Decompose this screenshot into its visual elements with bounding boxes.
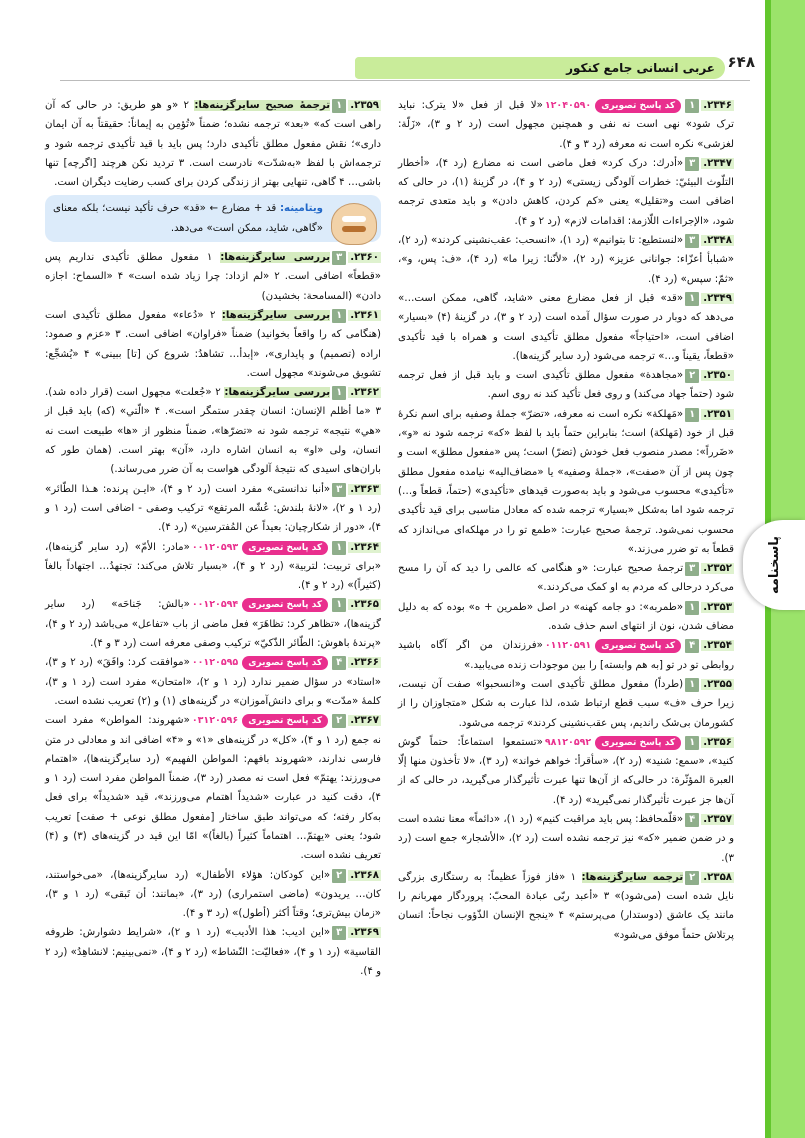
answer-entry	[398, 636, 734, 675]
answer-entry	[398, 366, 734, 405]
answer-option-box: ۱	[685, 601, 699, 615]
page-number: ۶۴۸	[727, 53, 755, 71]
visual-answer-badge: کد پاسخ تصویری	[242, 714, 328, 728]
question-number: ۲۳۵۰.	[703, 370, 732, 382]
left-column	[45, 96, 381, 981]
answer-entry	[398, 675, 734, 733]
side-tab	[743, 520, 805, 610]
explanation-text: «فرزندان من اگر آگاه باشید روابطی تو در تو [به هم وابسته] را بین موجودات زنده می‌یابید.»	[398, 640, 734, 671]
side-tab-label: پاسخنامه	[766, 535, 782, 595]
question-number: ۲۳۵۸.	[703, 871, 733, 883]
question-number: ۲۳۵۹.	[350, 100, 379, 111]
answer-option-box: ۱	[332, 386, 346, 400]
question-number: ۲۳۵۵.	[703, 678, 732, 690]
explanation-text: ۱ مفعول مطلق تأکیدی نداریم پس «قطعاً» اضافی است. ۲ «لم ازداد: چرا زیاد شده است» ۴ «السماح: اجازه دادن» (المسامحة: بخشیدن)	[45, 252, 381, 302]
visual-answer-code: ۰۰۱۲۰۵۹۳	[191, 541, 239, 553]
header-bar	[355, 57, 725, 79]
visual-answer-badge: کد پاسخ تصویری	[595, 639, 681, 653]
explanation-text: «لنستطیع: تا بتوانیم» (رد ۱)، «انسحب: عقب‌نشینی کردند» (رد ۲)، «شبابأ أعزّاء: جوانانی عزیز» (رد ۲)، «لأنّنا: زیرا ما» (رد ۴)، «ف: پس، و»، «ثمّ: سپس» (رد ۴).	[398, 235, 735, 285]
answer-entry	[45, 711, 381, 865]
answer-option-box: ۲	[685, 369, 699, 383]
entry-lead: بررسی سایرگزینه‌ها:	[221, 309, 331, 321]
explanation-text: «موافقت کرد: وافَقَ» (رد ۲ و ۳)، «استاد» در سؤال ضمیر ندارد (رد ۱ و ۲)، «امتحان» مفرد است (رد ۱ و ۳)، کلمهٔ «مدّت» و برای دانش‌آموزان» در گزینه‌های (۱) و (۲) تعریب نشده است.	[45, 657, 381, 707]
explanation-text: «شهروند: المواطن» مفرد است نه جمع (رد ۱ و ۴)، «کل» در گزینه‌های «۱» و «۴» اضافی اند و معادلی در متن فارسی ندارند، «شهروند بافهم: المواطن الفهیم» (رد سایرگزینه‌ها)، «اهتمام می‌ورزند: یهتمّ» فعل است نه مصدر (رد ۳)، ضمناً المواطن مفرد است (رد ۱ و ۴)، دقت کنید در عبارت «شدیداً اهتمام می‌ورزند»، قید «شدیداً» برای فعل به‌کار رفته؛ که می‌تواند طبق ساختار [مفعول مطلق نوعی + صفت] تعریب شود؛ یعنی «یهتمّ… اهتماماً کثیراً (بالغاً)» امّا این قید در گزینه‌های (۳) و (۴) تعریف نشده است.	[45, 715, 382, 862]
visual-answer-code: ۰۳۱۲۰۵۹۶	[191, 715, 239, 727]
visual-answer-badge: کد پاسخ تصویری	[595, 99, 681, 113]
question-number: ۲۳۶۹.	[350, 927, 379, 939]
visual-answer-code: ۹۸۱۲۰۵۹۲	[544, 736, 592, 748]
answer-option-box: ۱	[332, 309, 346, 323]
answer-option-box: ۳	[332, 926, 346, 940]
answer-entry	[398, 559, 734, 598]
right-column	[398, 96, 734, 945]
answer-option-box: ۲	[685, 871, 699, 885]
question-number: ۲۳۶۲.	[350, 387, 379, 399]
answer-option-box: ۱	[685, 678, 699, 692]
answer-entry	[398, 810, 734, 868]
answer-option-box: ۳	[332, 483, 346, 497]
question-number: ۲۳۶۴.	[350, 541, 379, 553]
question-number: ۲۳۵۷.	[703, 813, 732, 825]
answer-option-box: ۲	[332, 714, 346, 728]
visual-answer-badge: کد پاسخ تصویری	[242, 541, 328, 555]
answer-entry	[45, 653, 381, 711]
answer-option-box: ۱	[685, 292, 699, 306]
visual-answer-code: ۰۰۱۲۰۵۹۵	[191, 657, 239, 669]
answer-entry	[398, 96, 734, 154]
answer-entry	[398, 598, 734, 637]
answer-entry	[398, 231, 734, 289]
answer-option-box: ۴	[685, 813, 699, 827]
answer-option-box: ۱	[685, 408, 699, 422]
answer-entry	[398, 289, 734, 366]
explanation-text: ۲ «جُعلت» مجهول است (قرار داده شد). ۳ «ما أظلم الإنسان: انسان چقدر ستمگر است». ۴ «الّتي» (که) باید قبل از «هي» نتیجه» ترجمه شود نه «تضرّها»، ضمناً منظور از «ها» طبیعت است نه انسان، ولی «او» به انسان اشاره دارد، «آن» بهتر است. (همان طور که باران‌های اسیدی که نتیجهٔ آلودگی هواست به آن ضرر می‌رساند.)	[45, 387, 381, 476]
note-text: قد + مضارع ← «قد» حرف تأکید نیست؛ بلکه معنای «گاهی، شاید، ممکن است» می‌دهد.	[53, 203, 323, 234]
entry-lead: بررسی سایرگزینه‌ها:	[224, 387, 331, 399]
explanation-text: «أدرك: درک کرد» فعل ماضی است نه مضارع (رد ۴)، «أخطار التلّوث البیئيّ: خطرات آلودگی زیستی» (رد ۲ و ۴)، در گزینهٔ (۱)، در حالی که اضافی است و«تقلیل» یعنی «کم کردن، کاهش دادن» و باید متعدی ترجمه شود، «الإجراءات اللّازمة: اقدامات لازم» (رد ۲ و ۴).	[398, 157, 734, 227]
question-number: ۲۳۵۶.	[703, 736, 732, 748]
answer-option-box: ۱	[332, 99, 346, 113]
answer-entry	[398, 405, 734, 559]
explanation-text: «مَهلکة» نکره است نه معرفه، «تضرّ» جملهٔ وصفیه برای اسم نکرهٔ قبل از خود (مَهلکة) است؛ بنابراین حتماً باید با لفظ «که» ترجمه شود نه «و»، «ضَرراً»: مصدر منصوب فعل خودش (تضرّ) است؛ پس «مفعول مطلق» است و چون پس از آن «صفت»، «جملهٔ وصفیه» یا «مضاف‌الیه» نیامده مفعول مطلق «تأکیدی» محسوب می‌شود و باید به‌صورت قیدهای «تأکیدی» (حتماً، قطعاً و…) ترجمه شود اما به‌شکل «بسیار» ترجمه شده که معادل مناسبی برای قید تأکیدی محسوب نمی‌شود. ترجمهٔ صحیح عبارت: «طمع تو را در مهلکه‌ای می‌اندازد که قطعاً به تو ضرر می‌زند.»	[398, 408, 734, 555]
visual-answer-badge: کد پاسخ تصویری	[242, 656, 328, 670]
answer-entry	[398, 868, 734, 945]
explanation-text: «قد» قبل از فعل مضارع معنی «شاید، گاهی، ممکن است…» می‌دهد که دوبار در صورت سؤال آمده است (رد ۲ و ۳)، در گزینهٔ (۴) «بسیار» اضافی است، «احتیاجاً» مفعول مطلق تأکیدی است و همراه با قید تأکیدی «قطعاً، یقیناً و…» ترجمه می‌شود (رد سایر گزینه‌ها).	[398, 292, 734, 362]
explanation-text: ۱ «فاز فوزاً عظیماً: به رستگاری بزرگی نایل شده است (می‌شود)» ۳ «أعبد ربّی عبادة المحبّ: پروردگار مهربانم را مانند یک عاشق (دوستدار) می‌پرستم» ۴ «ینجح الإنسان الذّؤوب نجاحاً: انسان پرتلاش حتماً موفق می‌شود»	[398, 871, 735, 941]
question-number: ۲۳۴۷.	[703, 157, 732, 169]
answer-entry	[398, 733, 734, 810]
answer-option-box: ۱	[332, 598, 346, 612]
mascot-icon	[331, 203, 377, 245]
answer-option-box: ۳	[332, 251, 346, 265]
question-number: ۲۳۶۸.	[350, 869, 379, 881]
explanation-text: «بالش: جَناحَه» (رد سایر گزینه‌ها)، «تظاهر کرد: تظاهَرَ» فعل ماضی از باب «تفاعل» می‌باشد (رد ۲ و ۴)، «پرندهٔ باهوش: الطّائر الذّکيّ» ترکیب وصفی معرفه است (رد ۳ و ۴).	[45, 599, 381, 650]
answer-option-box: ۴	[332, 656, 346, 670]
answer-option-box: ۲	[332, 869, 346, 883]
explanation-text: «أنبا ندانستی» مفرد است (رد ۲ و ۴)، «ایـن پرنده: هـذا الطّائر» (رد ۱ و ۲)، «لانهٔ بلندش: عُشّه المرتفع» ترکیب وصفی - اضافی است (رد ۱ و ۴)، «دور از شکارچیان: بعیداً عن المُفترسین» (رد ۴).	[45, 483, 381, 534]
answer-entry	[45, 595, 381, 653]
answer-entry	[45, 383, 381, 479]
explanation-text: ۲ «و هو طریق: در حالی که آن راهی است که» «بعد» ترجمه نشده؛ ضمناً «تُؤمِن به إیماناً: حقیقتاً به آن ایمان داری»؛ نقش مفعول مطلق تأکیدی دارد؛ پس باید با قید تأکیدی ترجمه شود و ترجمه‌اش با لفظ «به‌شدّت» نادرست است. ۳ تردید نکن هرچند [اگرچه] تنها باشی… ۴ گاهی، تنهایی بهتر از زندگی کردن برای کسب رضایت دیگران است.	[45, 100, 381, 189]
explanation-text: «این ادیب: هذا الأدیب» (رد ۱ و ۲)، «شرایط دشوارش: ظروفه القاسیة» (رد ۱ و ۴)، «فعالیّت: النّشاط» (رد ۲ و ۴)، «نمی‌بینیم: لانشاهِدُ» (رد ۲ و ۴).	[45, 927, 381, 978]
answer-entry	[45, 538, 381, 596]
answer-entry	[45, 480, 381, 538]
answer-option-box: ۳	[685, 234, 699, 248]
visual-answer-code: ۰۰۱۲۰۵۹۴	[191, 599, 239, 611]
visual-answer-badge: کد پاسخ تصویری	[595, 736, 681, 750]
explanation-text: «مادر: الأمّ» (رد سایر گزینه‌ها)، «برای تربیت: لتربیة» (رد ۲ و ۴)، «بسیار تلاش می‌کند: تجتهدُ… اجتهاداً بالغاً (کثیراً)» (رد ۲ و ۴).	[45, 541, 381, 592]
answer-entry	[45, 96, 381, 192]
question-number: ۲۳۶۱.	[350, 309, 379, 321]
question-number: ۲۳۶۷.	[350, 715, 379, 727]
question-number: ۲۳۶۵.	[350, 599, 379, 611]
question-number: ۲۳۶۶.	[350, 657, 379, 669]
answer-option-box: ۴	[685, 639, 699, 653]
question-number: ۲۳۴۸.	[703, 235, 732, 247]
explanation-text: «تستمعوا استماعاً: حتماً گوش کنید»، «سمع: شنید» (رد ۲)، «سأقرأ: خواهم خواند» (رد ۳)، «لا تأخذون منها إلّا العبرة المؤثّرة: در حالی‌که از آن‌ها تنها عبرت تأثیرگذار می‌گیرید، در حالی که از آن‌ها جز عبرت تأثیرگذار نمی‌گیرید» (رد ۴).	[398, 736, 735, 806]
entry-lead: ترجمهٔ صحیح سایرگزینه‌ها:	[194, 100, 331, 111]
visual-answer-code: ۱۲۰۴۰۵۹۰	[544, 100, 592, 111]
header-rule	[60, 80, 750, 81]
answer-option-box: ۳	[685, 562, 699, 576]
question-number: ۲۳۵۳.	[703, 601, 732, 613]
book-title: عربی انسانی جامع کنکور	[566, 61, 715, 75]
answer-entry	[45, 866, 381, 924]
entry-lead: ترجمه سایرگزینه‌ها:	[581, 871, 684, 883]
explanation-text: (طرداً) مفعول مطلق تأکیدی است و«انسحبوا» صفت آن نیست، زیرا حرف «ف» سبب قطع ارتباط شده، لذا عبارت به شکل «متجاوزان را از کشورمان بی‌شک راندیم، پس عقب‌نشینی کردند» ترجمه می‌شود.	[398, 678, 734, 729]
answer-entry	[45, 923, 381, 981]
explanation-text: «قلّمحافظ: پس باید مراقبت کنیم» (رد ۱)، «دائماً» معنا نشده است و در ضمن ضمیر «که» نیز ترجمه نشده است (رد ۲)، «الأشجار» جمع است (رد ۳).	[398, 813, 734, 864]
question-number: ۲۳۵۴.	[703, 640, 732, 652]
visual-answer-badge: کد پاسخ تصویری	[242, 598, 328, 612]
answer-option-box: ۱	[332, 541, 346, 555]
question-number: ۲۳۶۰.	[350, 252, 379, 264]
explanation-text: «این کودکان: هؤلاء الأطفال» (رد سایرگزینه‌ها)، «می‌خواستند، کان… یریدون» (ماضی استمراری) (رد ۳)، «بمانند: أن تَبقی» (رد ۱ و ۳)، «زمان بیش‌تری؛ وقتاً أکثر (أطول)» (رد ۳ و ۴).	[45, 869, 381, 920]
answer-option-box: ۱	[685, 99, 699, 113]
explanation-text: ۲ «دُعاء» مفعول مطلق تأکیدی است (هنگامی که را واقعاً بخوانید) ضمناً «فراوان» اضافی است. ۳ «عزم و صمود: اراده (تصمیم) و پایداری»، «إبدأ… تشاهدُ: شروع کن [تا] ببینی» ۴ «یُشجِّع: تشویق می‌شوند» مجهول است.	[45, 309, 381, 379]
entry-lead: بررسی سایرگزینه‌ها:	[220, 252, 331, 264]
explanation-text: «لا قبل از فعل «لا یترک: نباید ترک شود» نهی است نه نفی و همچنین مجهول است (رد ۲ و ۳)، «زَلّة: لغزشی» نکره است نه معرفه (رد ۳ و ۴).	[398, 100, 734, 150]
visual-answer-code: ۰۱۱۲۰۵۹۱	[544, 640, 592, 652]
answer-option-box: ۱	[685, 736, 699, 750]
answer-option-box: ۳	[685, 157, 699, 171]
vitamin-note	[45, 195, 381, 242]
question-number: ۲۳۵۱.	[703, 408, 732, 420]
explanation-text: «طمربه»: دو جامه کهنه» در اصل «طمرین + ه» بوده که به دلیل مضاف شدن، نون از انتهای اسم حذف شده.	[398, 601, 734, 633]
question-number: ۲۳۴۹.	[703, 292, 732, 304]
question-number: ۲۳۴۶.	[703, 100, 732, 111]
question-number: ۲۳۶۳.	[350, 483, 379, 495]
note-title: ویتامینه:	[279, 203, 323, 215]
answer-entry	[45, 248, 381, 306]
answer-entry	[398, 154, 734, 231]
answer-entry	[45, 306, 381, 383]
explanation-text: «مجاهدة» مفعول مطلق تأکیدی است و باید قبل از فعل ترجمه شود (حتماً جهاد می‌کند) و روی فعل تأکید کند نه روی اسم.	[398, 370, 734, 401]
explanation-text: ترجمهٔ صحیح عبارت: «و هنگامی که عالمی را دید که آن را مسح می‌کرد درحالی که مردم به او کمک می‌کردند.»	[398, 563, 734, 594]
question-number: ۲۳۵۲.	[703, 563, 732, 575]
